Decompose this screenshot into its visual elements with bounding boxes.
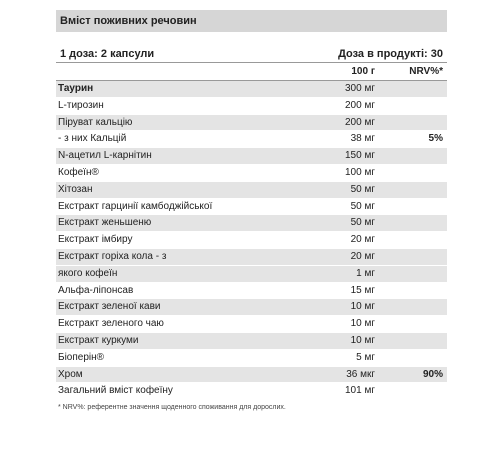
row-nrv	[389, 333, 447, 349]
table-row	[56, 266, 447, 283]
row-name: - з них Кальцій	[58, 133, 127, 145]
table-row	[56, 182, 447, 199]
row-name: Екстракт гарцинії камбоджійської	[58, 200, 213, 212]
row-name: Альфа-ліпонсав	[58, 284, 134, 296]
table-row	[56, 148, 447, 165]
row-amount: 15 мг	[350, 284, 375, 296]
row-nrv	[389, 383, 447, 399]
table-title: Вміст поживних речовин	[56, 10, 447, 32]
row-name: Екстракт зеленої кави	[58, 301, 161, 313]
column-amount: 100 г	[351, 66, 375, 77]
row-amount: 10 мг	[350, 318, 375, 330]
column-nrv: NRV%*	[409, 66, 443, 77]
row-name: Екстракт куркуми	[58, 334, 139, 346]
row-name: Екстракт горіха кола - з	[58, 250, 167, 262]
row-nrv	[389, 81, 447, 97]
row-nrv	[389, 98, 447, 114]
row-amount: 10 мг	[350, 334, 375, 346]
row-amount: 200 мг	[345, 116, 375, 128]
row-name: якого кофеїн	[58, 267, 118, 279]
row-nrv	[389, 232, 447, 248]
table-row	[56, 283, 447, 300]
row-name: Кофеїн®	[58, 166, 99, 178]
dose-label: 1 доза: 2 капсули	[60, 48, 155, 60]
table-row	[56, 81, 447, 98]
nutrition-table	[56, 10, 447, 411]
row-amount: 10 мг	[350, 301, 375, 313]
row-amount: 100 мг	[345, 166, 375, 178]
row-nrv: 90%	[422, 368, 443, 380]
row-amount: 50 мг	[350, 217, 375, 229]
row-amount: 1 мг	[356, 267, 375, 279]
table-row	[56, 249, 447, 266]
row-nrv: 5%	[428, 133, 443, 145]
table-row	[56, 383, 447, 400]
footnote: * NRV%: референтне значення щоденного споживання для дорослих.	[58, 404, 286, 412]
row-name: Екстракт зеленого чаю	[58, 318, 164, 330]
row-amount: 300 мг	[345, 83, 375, 94]
row-amount: 38 мг	[350, 133, 375, 145]
row-nrv	[389, 148, 447, 164]
table-row	[56, 367, 447, 384]
row-name: Загальний вміст кофеїну	[58, 385, 173, 397]
row-nrv	[389, 350, 447, 366]
row-amount: 20 мг	[350, 250, 375, 262]
row-name: Таурин	[58, 83, 94, 94]
row-name: Хітозан	[58, 183, 93, 195]
table-row	[56, 131, 447, 148]
table-row	[56, 316, 447, 333]
row-nrv	[389, 249, 447, 265]
row-nrv	[389, 266, 447, 282]
row-amount: 5 мг	[356, 351, 375, 363]
row-name: Екстракт женьшеню	[58, 217, 152, 229]
row-nrv	[389, 316, 447, 332]
row-amount: 101 мг	[345, 385, 375, 397]
table-row	[56, 215, 447, 232]
row-nrv	[389, 199, 447, 215]
table-row	[56, 333, 447, 350]
row-name: L-тирозин	[58, 99, 104, 111]
row-amount: 150 мг	[345, 150, 375, 162]
column-header	[56, 63, 447, 81]
row-name: N-ацетил L-карнітин	[58, 150, 152, 162]
row-nrv	[389, 299, 447, 315]
row-nrv	[389, 165, 447, 181]
row-name: Хром	[58, 368, 83, 380]
row-amount: 50 мг	[350, 200, 375, 212]
table-row	[56, 299, 447, 316]
table-row	[56, 232, 447, 249]
row-name: Піруват кальцію	[58, 116, 133, 128]
table-row	[56, 98, 447, 115]
table-row	[56, 199, 447, 216]
row-nrv	[389, 283, 447, 299]
row-nrv	[389, 215, 447, 231]
dose-header	[56, 46, 447, 63]
row-name: Екстракт імбиру	[58, 234, 133, 246]
row-nrv	[389, 182, 447, 198]
row-name: Біоперін®	[58, 351, 104, 363]
row-nrv	[389, 115, 447, 131]
row-amount: 20 мг	[350, 234, 375, 246]
table-row	[56, 115, 447, 132]
table-row	[56, 165, 447, 182]
table-row	[56, 350, 447, 367]
table-body	[56, 81, 447, 400]
row-amount: 36 мкг	[346, 368, 375, 380]
servings-label: Доза в продукті: 30	[338, 48, 443, 60]
row-amount: 50 мг	[350, 183, 375, 195]
row-amount: 200 мг	[345, 99, 375, 111]
